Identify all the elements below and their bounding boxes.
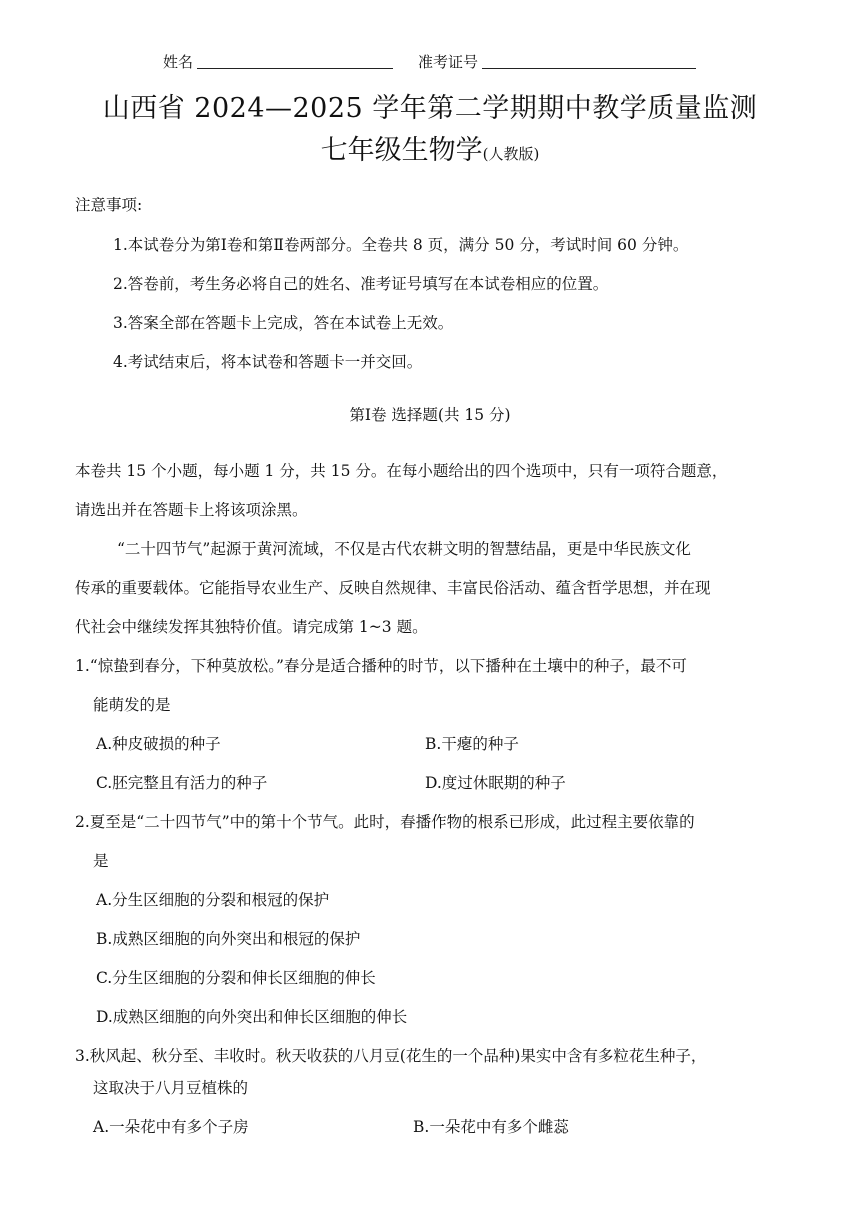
question-stem: 2.夏至是“二十四节气”中的第十个节气。此时，春播作物的根系已形成，此过程主要依靠的 xyxy=(75,813,695,831)
edition-label: (人教版) xyxy=(482,145,540,163)
exam-title: 山西省 2024—2025 学年第二学期期中教学质量监测 xyxy=(102,93,758,124)
option-d: D.度过休眠期的种子 xyxy=(425,774,566,792)
question-stem: 能萌发的是 xyxy=(93,696,171,714)
option-c: C.胚完整且有活力的种子 xyxy=(96,774,268,792)
question-stem: 1.“惊蛰到春分，下种莫放松。”春分是适合播种的时节，以下播种在土壤中的种子，最不可 xyxy=(75,657,687,675)
subject-name: 七年级生物学 xyxy=(320,135,483,166)
exam-no-label: 准考证号 xyxy=(418,53,479,71)
name-label: 姓名 xyxy=(163,53,194,71)
option-a: A.种皮破损的种子 xyxy=(96,735,221,753)
section-title: 第Ⅰ卷 选择题(共 15 分) xyxy=(349,406,511,424)
name-blank-line xyxy=(197,68,393,69)
option-a: A.分生区细胞的分裂和根冠的保护 xyxy=(96,891,330,909)
note-item: 4.考试结束后，将本试卷和答题卡一并交回。 xyxy=(113,353,423,371)
option-d: D.成熟区细胞的向外突出和伸长区细胞的伸长 xyxy=(96,1008,408,1026)
option-a: A.一朵花中有多个子房 xyxy=(93,1118,249,1136)
note-item: 1.本试卷分为第Ⅰ卷和第Ⅱ卷两部分。全卷共 8 页，满分 50 分，考试时间 60 分钟。 xyxy=(113,236,689,254)
passage-line: 传承的重要载体。它能指导农业生产、反映自然规律、丰富民俗活动、蕴含哲学思想，并在现 xyxy=(75,579,711,597)
question-stem: 这取决于八月豆植株的 xyxy=(93,1079,249,1097)
question-stem: 3.秋风起、秋分至、丰收时。秋天收获的八月豆(花生的一个品种)果实中含有多粒花生种子， xyxy=(75,1047,707,1065)
note-item: 3.答案全部在答题卡上完成，答在本试卷上无效。 xyxy=(113,314,454,332)
option-b: B.成熟区细胞的向外突出和根冠的保护 xyxy=(96,930,361,948)
question-stem: 是 xyxy=(93,852,109,870)
notes-heading: 注意事项: xyxy=(75,196,143,214)
note-item: 2.答卷前，考生务必将自己的姓名、准考证号填写在本试卷相应的位置。 xyxy=(113,275,609,293)
option-b: B.干瘪的种子 xyxy=(425,735,519,753)
section-instructions-line: 请选出并在答题卡上将该项涂黑。 xyxy=(75,501,308,519)
section-instructions-line: 本卷共 15 个小题，每小题 1 分，共 15 分。在每小题给出的四个选项中，只有一项符合题意， xyxy=(75,462,728,480)
option-b: B.一朵花中有多个雌蕊 xyxy=(413,1118,569,1136)
exam-subtitle xyxy=(0,128,860,167)
passage-line: 代社会中继续发挥其独特价值。请完成第 1~3 题。 xyxy=(75,618,428,636)
passage-line: “二十四节气”起源于黄河流域，不仅是古代农耕文明的智慧结晶，更是中华民族文化 xyxy=(117,540,691,558)
exam-no-blank-line xyxy=(482,68,696,69)
option-c: C.分生区细胞的分裂和伸长区细胞的伸长 xyxy=(96,969,376,987)
